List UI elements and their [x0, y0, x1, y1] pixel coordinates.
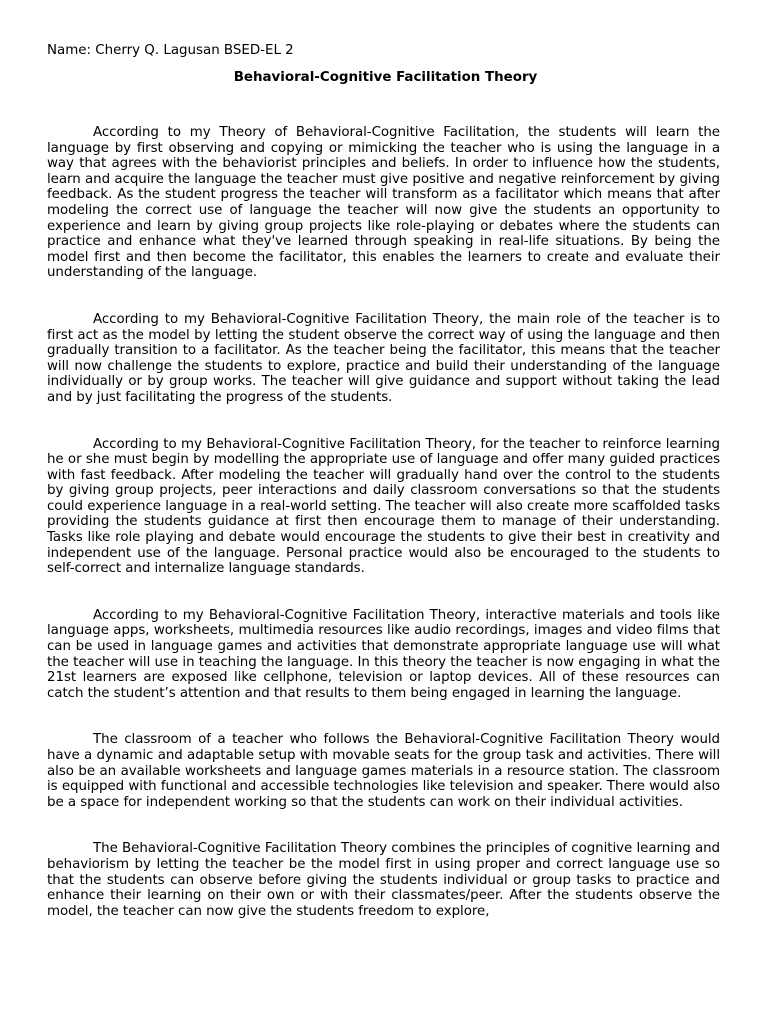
paragraph-5: The classroom of a teacher who follows the Behavioral-Cognitive Facilitation Theory would have a dynamic and adaptable setup with movable seats for the group task and activities. There will also be an available worksheets and language games materials in a resource station. The classroom is equipped with functional and accessible technologies like television and speaker. There would also be a space for independent working so that the students can work on their individual activities. — [47, 732, 720, 810]
paragraph-1: According to my Theory of Behavioral-Cognitive Facilitation, the students will learn the language by first observing and copying or mimicking the teacher who is using the language in a way that agrees with the behaviorist principles and beliefs. In order to influence how the students, learn and acquire the language the teacher must give positive and negative reinforcement by giving feedback. As the student progress the teacher will transform as a facilitator which means that after modeling the correct use of language the teacher will now give the students an opportunity to experience and learn by giving group projects like role-playing or debates where the students can practice and enhance what they've learned through speaking in real-life situations. By being the model first and then become the facilitator, this enables the learners to create and evaluate their understanding of the language. — [47, 125, 720, 281]
paragraph-4: According to my Behavioral-Cognitive Facilitation Theory, interactive materials and tools like language apps, worksheets, multimedia resources like audio recordings, images and video films that can be used in language games and activities that demonstrate appropriate language use will what the teacher will use in teaching the language. In this theory the teacher is now engaging in what the 21st learners are exposed like cellphone, television or laptop devices. All of these resources can catch the student’s attention and that results to them being engaged in learning the language. — [47, 607, 720, 701]
paragraph-2: According to my Behavioral-Cognitive Facilitation Theory, the main role of the teacher is to first act as the model by letting the student observe the correct way of using the language and then gradually transition to a facilitator. As the teacher being the facilitator, this means that the teacher will now challenge the students to explore, practice and build their understanding of the language individually or by group works. The teacher will give guidance and support without taking the lead and by just facilitating the progress of the students. — [47, 311, 720, 405]
paragraph-6: The Behavioral-Cognitive Facilitation Theory combines the principles of cognitive learning and behaviorism by letting the teacher be the model first in using proper and correct language use so that the students can observe before giving the students individual or group tasks to practice and enhance their learning on their own or with their classmates/peer. After the students observe the model, the teacher can now give the students freedom to explore, — [47, 841, 720, 919]
student-name-line: Name: Cherry Q. Lagusan BSED-EL 2 — [47, 43, 294, 58]
document-title: Behavioral-Cognitive Facilitation Theory — [233, 70, 538, 85]
document-page — [47, 42, 720, 950]
paragraph-3: According to my Behavioral-Cognitive Facilitation Theory, for the teacher to reinforce learning he or she must begin by modelling the appropriate use of language and offer many guided practices with fast feedback. After modeling the teacher will gradually hand over the control to the students by giving group projects, peer interactions and daily classroom conversations so that the students could experience language in a real-world setting. The teacher will also create more scaffolded tasks providing the students guidance at first then encourage them to manage of their understanding. Tasks like role playing and debate would encourage the students to give their best in creativity and independent use of the language. Personal practice would also be encouraged to the students to self-correct and internalize language standards. — [47, 436, 720, 577]
